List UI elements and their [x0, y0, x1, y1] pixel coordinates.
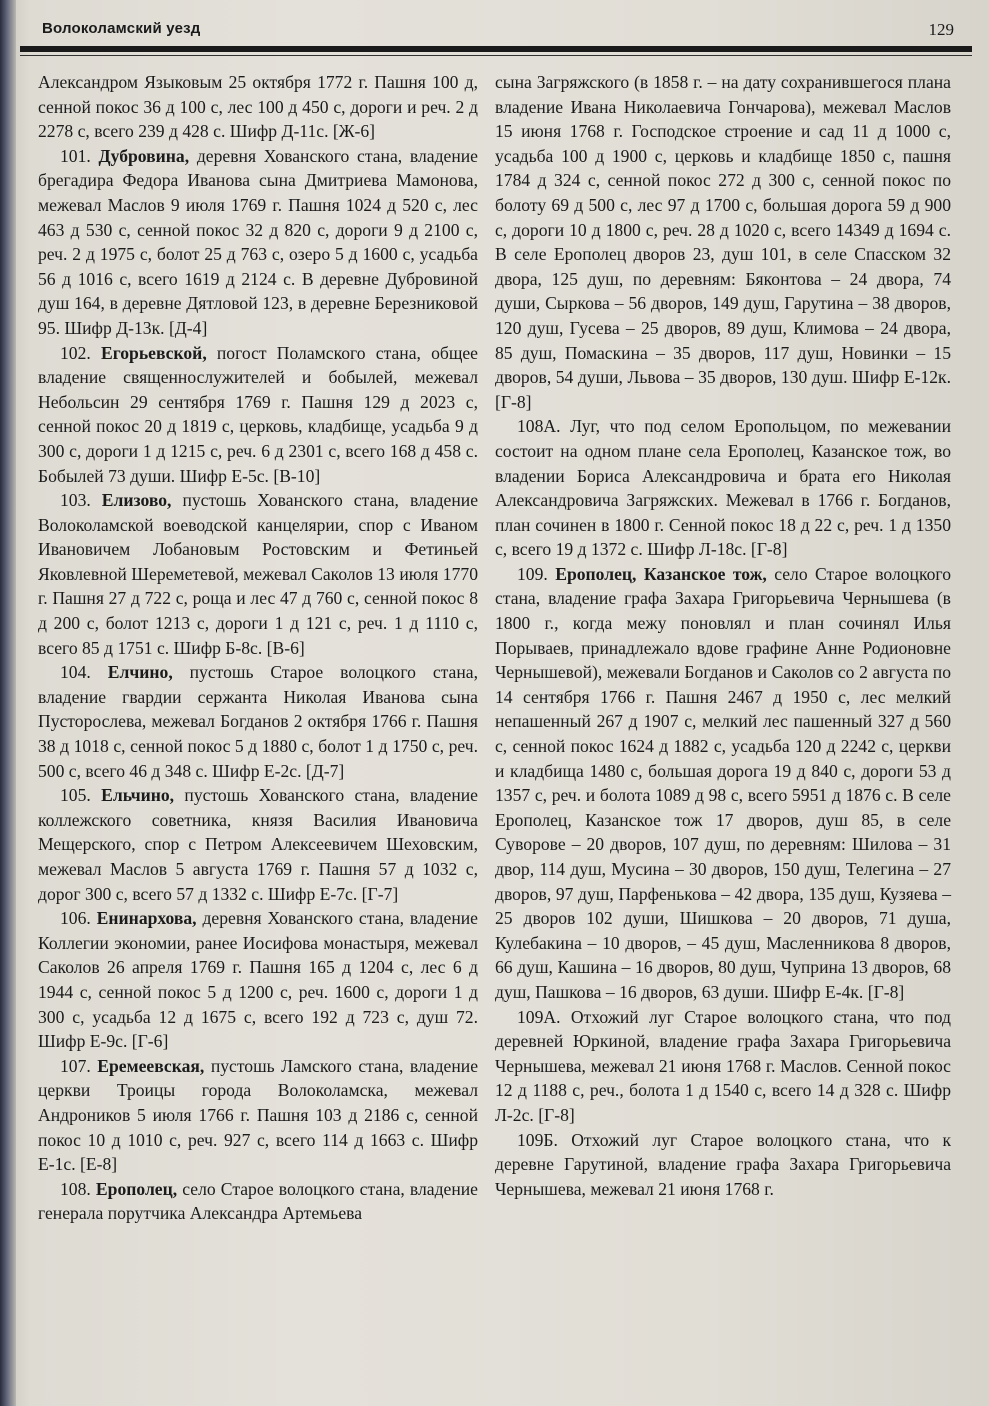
entry-103: 103. Елизово, пустошь Хованского стана, владение Волоколамской воеводской канцелярии, спор с Иваном Ивановичем Лобановым Ростовским и Фетиньей Яковлевной Шереметевой, межевал Саколов 13 июля 1770 г. Пашня 27 д 722 с, роща и лес 47 д 760 с, сенной покос 8 д 200 с, болот 1213 с, дороги 1 д 121 с, реч. 1 д 1110 с, всего 85 д 1751 с. Шифр Б-8с. [В-6]	[38, 490, 479, 658]
entry-108: 108. Ерополец, село Старое волоцкого стана, владение генерала порутчика Александра Артемьева	[38, 1178, 478, 1224]
entry-106: 106. Енинархова, деревня Хованского стана, владение Коллегии экономии, ранее Иосифова монастыря, межевал Саколов 26 апреля 1769 г. Пашня 165 д 1204 с, лес 6 д 1944 с, сенной покос 5 д 1200 с, реч. 1600 с, дороги 1 д 300 с, усадьба 12 д 1675 с, всего 192 д 723 с, душ 72. Шифр Е-9с. [Г-6]	[38, 908, 478, 1052]
entry-101: 101. Дубровина, деревня Хованского стана, владение брегадира Федора Иванова сына Дмитриева Мамонова, межевал Маслов 9 июля 1769 г. Пашня 1024 д 520 с, лес 463 д 530 с, сенной покос 32 д 820 с, дороги 9 д 2100 с, реч. 2 д 1975 с, болот 25 д 763 с, озеро 5 д 1600 с, усадьба 56 д 1016 с, всего 1619 д 2124 с. В деревне Дубровиной душ 164, в деревне Дятловой 123, в деревне Березниковой 95. Шифр Д-13к. [Д-4]	[38, 145, 478, 338]
entry-107: 107. Еремеевская, пустошь Ламского стана, владение церкви Троицы города Волоколамска, межевал Андроников 5 июля 1766 г. Пашня 103 д 2186 с, сенной покос 10 д 1010 с, реч. 927 с, всего 114 д 1663 с. Шифр Е-1с. [Е-8]	[38, 1055, 478, 1175]
entry-104: 104. Елчино, пустошь Старое волоцкого стана, владение гвардии сержанта Николая Иванова сына Пусторослева, межевал Богданов 2 октября 1766 г. Пашня 38 д 1018 с, сенной покос 5 д 1880 с, болот 1 д 1750 с, реч. 500 с, всего 46 д 348 с. Шифр Е-2с. [Д-7]	[38, 662, 478, 781]
book-spine	[0, 0, 16, 1406]
left-column	[38, 70, 478, 1226]
entry-102: 102. Егорьевской, погост Поламского стана, общее владение священнослужителей и бобылей, межевал Небольсин 29 сентября 1769 г. Пашня 129 д 2023 с, сенной покос 20 д 1819 с, церковь, кладбище, усадьба 9 д 300 с, дороги 1 д 1215 с, реч. 6 д 2301 с, всего 168 д 458 с. Бобылей 73 души. Шифр Е-5с. [В-10]	[38, 342, 478, 486]
page-number: 129	[928, 20, 954, 39]
entry-continuation: Александром Языковым 25 октября 1772 г. Пашня 100 д, сенной покос 36 д 100 с, лес 100 д 450 с, дороги и реч. 2 д 2278 с, всего 239 д 428 с. Шифр Д-11с. [Ж-6]	[38, 72, 478, 142]
right-column	[495, 70, 951, 1201]
entry-109: 109. Ерополец, Казанское тож, село Старое волоцкого стана, владение графа Захара Григорьевича Чернышева (в 1800 г., когда межу поновлял и план сочинял Илья Порываев, принадлежало вдове графине Анне Родионовне Чернышевой), межевали Богданов и Саколов со 2 августа по 14 сентября 1766 г. Пашня 2467 д 1950 с, лес мелкий непашенный 267 д 1907 с, мелкий лес пашенный 327 д 560 с, сенной покос 1624 д 1882 с, усадьба 120 д 2242 с, церкви и кладбища 1480 с, большая дорога 19 д 840 с, дороги 53 д 1357 с, реч. и болота 1089 д 98 с, всего 5951 д 1876 с. В селе Ерополец, Казанское тож 17 дворов, душ 85, в селе Суворове – 20 дворов, 107 душ, по деревням: Шилова – 31 двор, 114 душ, Мусина – 30 дворов, 150 душ, Телегина – 27 дворов, 97 душ, Парфенькова – 42 двора, 135 душ, Кузяева – 25 дворов 102 души, Шишкова – 20 дворов, 71 душа, Кулебакина – 10 дворов, – 45 душ, Масленникова 8 дворов, 66 душ, Кашина – 16 дворов, 80 душ, Чуприна 13 дворов, 68 душ, Пашкова – 16 дворов, 63 души. Шифр Е-4к. [Г-8]	[495, 563, 952, 1002]
running-title: Волоколамский уезд	[42, 20, 201, 37]
entry-105: 105. Ельчино, пустошь Хованского стана, владение коллежского советника, князя Василия Ивановича Мещерского, спор с Петром Алексеевичем Шеховским, межевал Маслов 5 августа 1769 г. Пашня 57 д 1032 с, дорог 300 с, всего 57 д 1332 с. Шифр Е-7с. [Г-7]	[38, 785, 478, 904]
running-header	[20, 14, 972, 40]
header-rule-thick	[20, 46, 972, 52]
entry-108a: 108А. Луг, что под селом Еропольцом, по межевании состоит на одном плане села Ерополец, Казанское тож, во владении Бориса Александровича и брата его Николая Александровича Загряжских. Межевал в 1766 г. Богданов, план сочинен в 1800 г. Сенной покос 18 д 22 с, реч. 1 д 1350 с, всего 19 д 1372 с. Шифр Л-18с. [Г-8]	[495, 416, 951, 560]
entry-109a: 109А. Отхожий луг Старое волоцкого стана, что под деревней Юркиной, владение графа Захара Григорьевича Чернышева, межевал 21 июня 1768 г. Маслов. Сенной покос 12 д 1188 с, реч., болота 1 д 1540 с, всего 14 д 328 с. Шифр Л-2с. [Г-8]	[495, 1006, 951, 1125]
entry-108-continuation: сына Загряжского (в 1858 г. – на дату сохранившегося плана владение Ивана Николаевича Гончарова), межевал Маслов 15 июня 1768 г. Господское строение и сад 11 д 1000 с, усадьба 100 д 1900 с, церковь и кладбище 1850 с, пашня 1784 д 324 с, сенной покос 272 д 300 с, сенной покос по болоту 69 д 500 с, лес 97 д 1700 с, большая дорога 59 д 900 с, дороги 10 д 1800 с, реч. 28 д 1020 с, всего 14349 д 1694 с. В селе Ерополец дворов 23, душ 101, в селе Спасском 32 двора, 125 душ, по деревням: Бяконтова – 24 двора, 74 души, Сыркова – 56 дворов, 149 душ, Гарутина – 38 дворов, 120 душ, Гусева – 25 дворов, 89 душ, Климова – 24 двора, 85 душ, Помаскина – 35 дворов, 117 душ, Новинки – 15 дворов, 54 души, Львова – 35 дворов, 130 душ. Шифр Е-12к. [Г-8]	[495, 72, 951, 412]
entry-109b: 109Б. Отхожий луг Старое волоцкого стана, что к деревне Гарутиной, владение графа Захара Григорьевича Чернышева, межевал 21 июня 1768 г.	[495, 1129, 951, 1199]
header-rule-thin	[20, 55, 972, 56]
